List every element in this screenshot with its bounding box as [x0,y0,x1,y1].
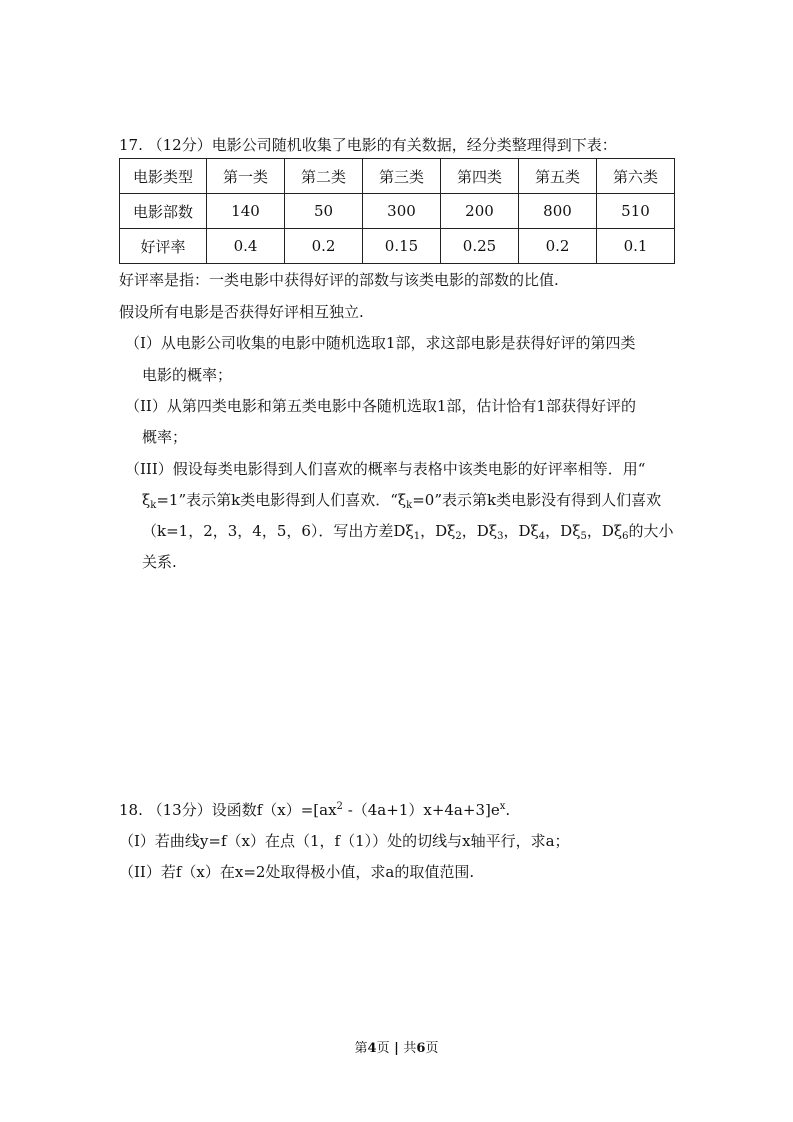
table-cell: 电影部数 [120,194,207,229]
q18-header [119,800,510,820]
text-segment: 页 [425,1041,439,1056]
separator: ， [461,522,477,540]
variance-6: $D\xi_6$ [601,522,629,542]
q17-part3-line4: 关系. [142,553,177,571]
table-cell: 好评率 [120,229,207,264]
subscript-k: k [150,500,157,511]
table-cell: 800 [519,194,597,229]
table-cell: 第四类 [441,159,519,194]
text-segment: 第 [354,1041,368,1056]
variance-2: $D\xi_2$ [435,522,462,542]
separator: ， [420,522,436,540]
text-segment: =1”表示第k类电影得到人们喜欢．“ [156,491,398,509]
text-segment: =0”表示第k类电影没有得到人们喜欢 [412,491,662,509]
separator: ， [503,522,519,540]
total-pages: 6 [416,1041,426,1056]
text-segment: 页 [376,1041,390,1056]
table-cell: 第六类 [597,159,675,194]
table-cell: 0.25 [441,229,519,264]
table-cell: 50 [285,194,363,229]
superscript-2: 2 [336,801,343,812]
q17-header: 17. （12分）电影公司随机收集了电影的有关数据，经分类整理得到下表： [119,136,617,154]
variance-3: $D\xi_3$ [476,522,504,542]
q17-note-definition: 好评率是指：一类电影中获得好评的部数与该类电影的部数的比值. [119,271,559,289]
text-segment: 共 [403,1041,417,1056]
superscript-x: x [499,801,506,812]
separator: | [389,1041,404,1056]
table-row [120,194,675,229]
text-segment: 18. （13分）设函数f（x）=[ax [119,801,337,819]
table-cell: 第一类 [207,159,285,194]
xi-symbol: ξ [142,491,151,509]
text-segment: 的大小 [628,522,674,540]
variance-1: $D\xi_1$ [393,522,421,542]
variance-5: $D\xi_5$ [560,522,587,542]
table-cell: 200 [441,194,519,229]
table-cell: 0.4 [207,229,285,264]
table-cell: 第五类 [519,159,597,194]
q17-note-assumption: 假设所有电影是否获得好评相互独立. [119,303,364,321]
q17-part2-line1: （II）从第四类电影和第五类电影中各随机选取1部，估计恰有1部获得好评的 [125,397,636,415]
page-number: 4 [367,1041,377,1056]
table-cell: 0.2 [519,229,597,264]
q17-part3-line1: （III）假设每类电影得到人们喜欢的概率与表格中该类电影的好评率相等．用“ [125,460,646,478]
table-cell: 0.15 [363,229,441,264]
separator: ， [586,522,602,540]
variance-4: $D\xi_4$ [518,522,546,542]
table-cell: 510 [597,194,675,229]
page-footer [0,1040,793,1058]
table-cell: 0.2 [285,229,363,264]
table-cell: 140 [207,194,285,229]
separator: ， [545,522,561,540]
table-cell: 0.1 [597,229,675,264]
q17-part3-line2 [142,490,661,510]
text-segment: . [505,801,511,819]
table-cell: 第二类 [285,159,363,194]
subscript-k: k [406,500,413,511]
q17-part1-line2: 电影的概率； [142,366,233,384]
q18-part2: （II）若f（x）在x=2处取得极小值，求a的取值范围. [119,863,475,881]
table-cell: 第三类 [363,159,441,194]
table-row [120,229,675,264]
q18-part1: （I）若曲线y=f（x）在点（1，f（1））处的切线与x轴平行，求a； [119,832,570,850]
table-cell: 300 [363,194,441,229]
q17-part1-line1: （I）从电影公司收集的电影中随机选取1部，求这部电影是获得好评的第四类 [125,334,636,352]
table-row [120,159,675,194]
movie-data-table [119,158,675,264]
text-segment: （k=1，2，3，4，5，6）．写出方差 [142,522,394,540]
q17-part3-line3 [142,521,674,541]
q17-part2-line2: 概率； [142,428,188,446]
text-segment: -（4a+1）x+4a+3]e [342,801,500,819]
table-cell: 电影类型 [120,159,207,194]
xi-symbol: ξ [397,491,407,509]
